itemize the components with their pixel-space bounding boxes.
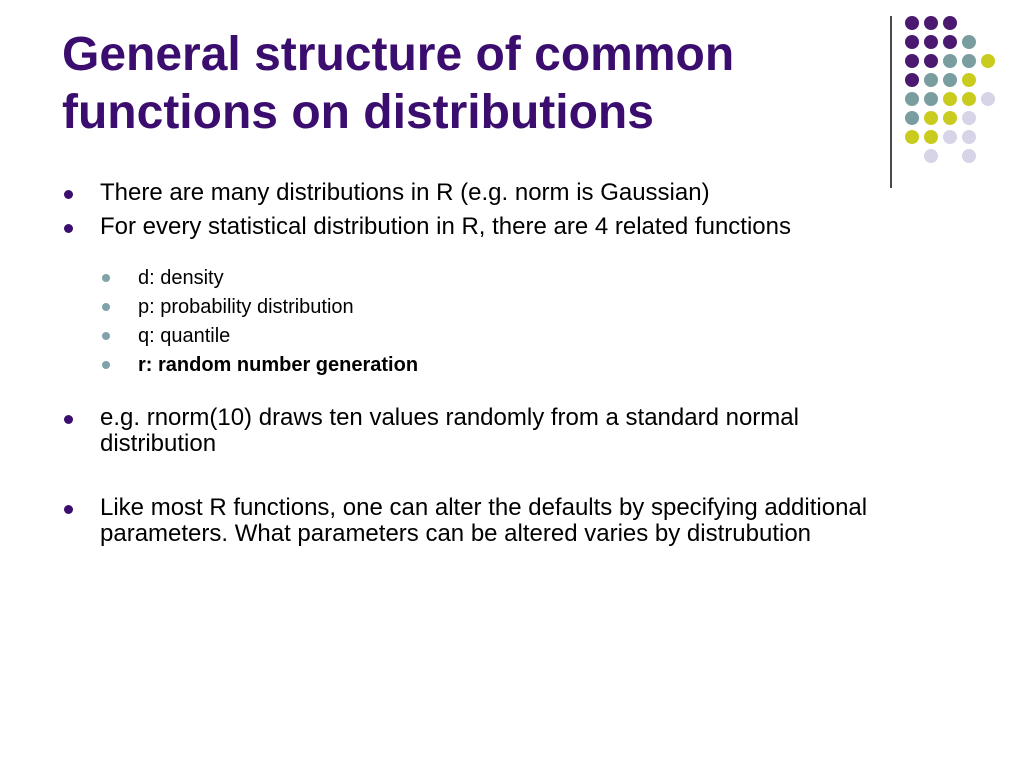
- decorative-dot: [962, 35, 976, 49]
- decorative-dot: [962, 92, 976, 106]
- decorative-dot: [981, 92, 995, 106]
- sub-bullet-text: p: probability distribution: [138, 296, 354, 318]
- sub-bullet-dot-icon: [102, 332, 110, 340]
- decorative-dot: [962, 111, 976, 125]
- decorative-dot: [905, 16, 919, 30]
- bullet-dot-icon: [64, 190, 73, 199]
- bullet-item: [62, 495, 902, 547]
- sub-bullet-dot-icon: [102, 303, 110, 311]
- sub-bullet-text: q: quantile: [138, 325, 231, 347]
- decorative-dot: [924, 73, 938, 87]
- slide-title-line-1: General structure of common: [62, 28, 735, 81]
- sub-bullet-item: [100, 266, 902, 290]
- slide-body: [62, 180, 902, 555]
- bullet-dot-icon: [64, 505, 73, 514]
- decorative-dot: [943, 54, 957, 68]
- decorative-dot: [943, 130, 957, 144]
- bullet-item: [62, 214, 902, 240]
- bullet-text: There are many distributions in R (e.g. norm is Gaussian): [100, 179, 710, 206]
- slide-title: [62, 26, 862, 142]
- bullet-text: For every statistical distribution in R, there are 4 related functions: [100, 213, 791, 240]
- decorative-dot: [962, 130, 976, 144]
- decorative-dot: [924, 54, 938, 68]
- decorative-dot: [905, 35, 919, 49]
- bullet-item: [62, 180, 902, 206]
- bullet-item: [62, 405, 902, 457]
- bullet-dot-icon: [64, 415, 73, 424]
- sub-bullet-dot-icon: [102, 274, 110, 282]
- decorative-dot: [905, 111, 919, 125]
- decorative-dot-grid: [905, 16, 1015, 166]
- sub-bullet-item: [100, 295, 902, 319]
- decorative-dot: [924, 35, 938, 49]
- decorative-dot: [924, 149, 938, 163]
- slide-title-line-2: functions on distributions: [62, 86, 654, 139]
- bullet-dot-icon: [64, 224, 73, 233]
- bullet-text: e.g. rnorm(10) draws ten values randomly from a standard normal distribution: [100, 404, 799, 457]
- decorative-dot: [924, 16, 938, 30]
- decorative-dot: [943, 35, 957, 49]
- decorative-dot: [962, 54, 976, 68]
- bullet-list: [62, 180, 902, 240]
- decorative-dot: [962, 149, 976, 163]
- sub-bullet-list: [100, 266, 902, 377]
- decorative-dot: [905, 73, 919, 87]
- sub-bullet-dot-icon: [102, 361, 110, 369]
- sub-bullet-item: [100, 353, 902, 377]
- decorative-dot: [905, 54, 919, 68]
- decorative-dot: [924, 92, 938, 106]
- sub-bullet-text-bold: r: random number generation: [138, 354, 419, 376]
- sub-bullet-text: d: density: [138, 267, 224, 289]
- bullet-text: Like most R functions, one can alter the defaults by specifying additional parameters. What parameters can be altered varies by distrubution: [100, 494, 868, 547]
- decorative-dot: [962, 73, 976, 87]
- decorative-dot: [924, 111, 938, 125]
- decorative-dot: [981, 54, 995, 68]
- bullet-list-continued: [62, 405, 902, 547]
- sub-bullet-item: [100, 324, 902, 348]
- decorative-dot: [905, 130, 919, 144]
- decorative-dot: [905, 92, 919, 106]
- decorative-dot: [924, 130, 938, 144]
- decorative-dot: [943, 111, 957, 125]
- decorative-dot: [943, 16, 957, 30]
- decorative-divider: [890, 16, 892, 188]
- decorative-dot: [943, 92, 957, 106]
- decorative-dot: [943, 73, 957, 87]
